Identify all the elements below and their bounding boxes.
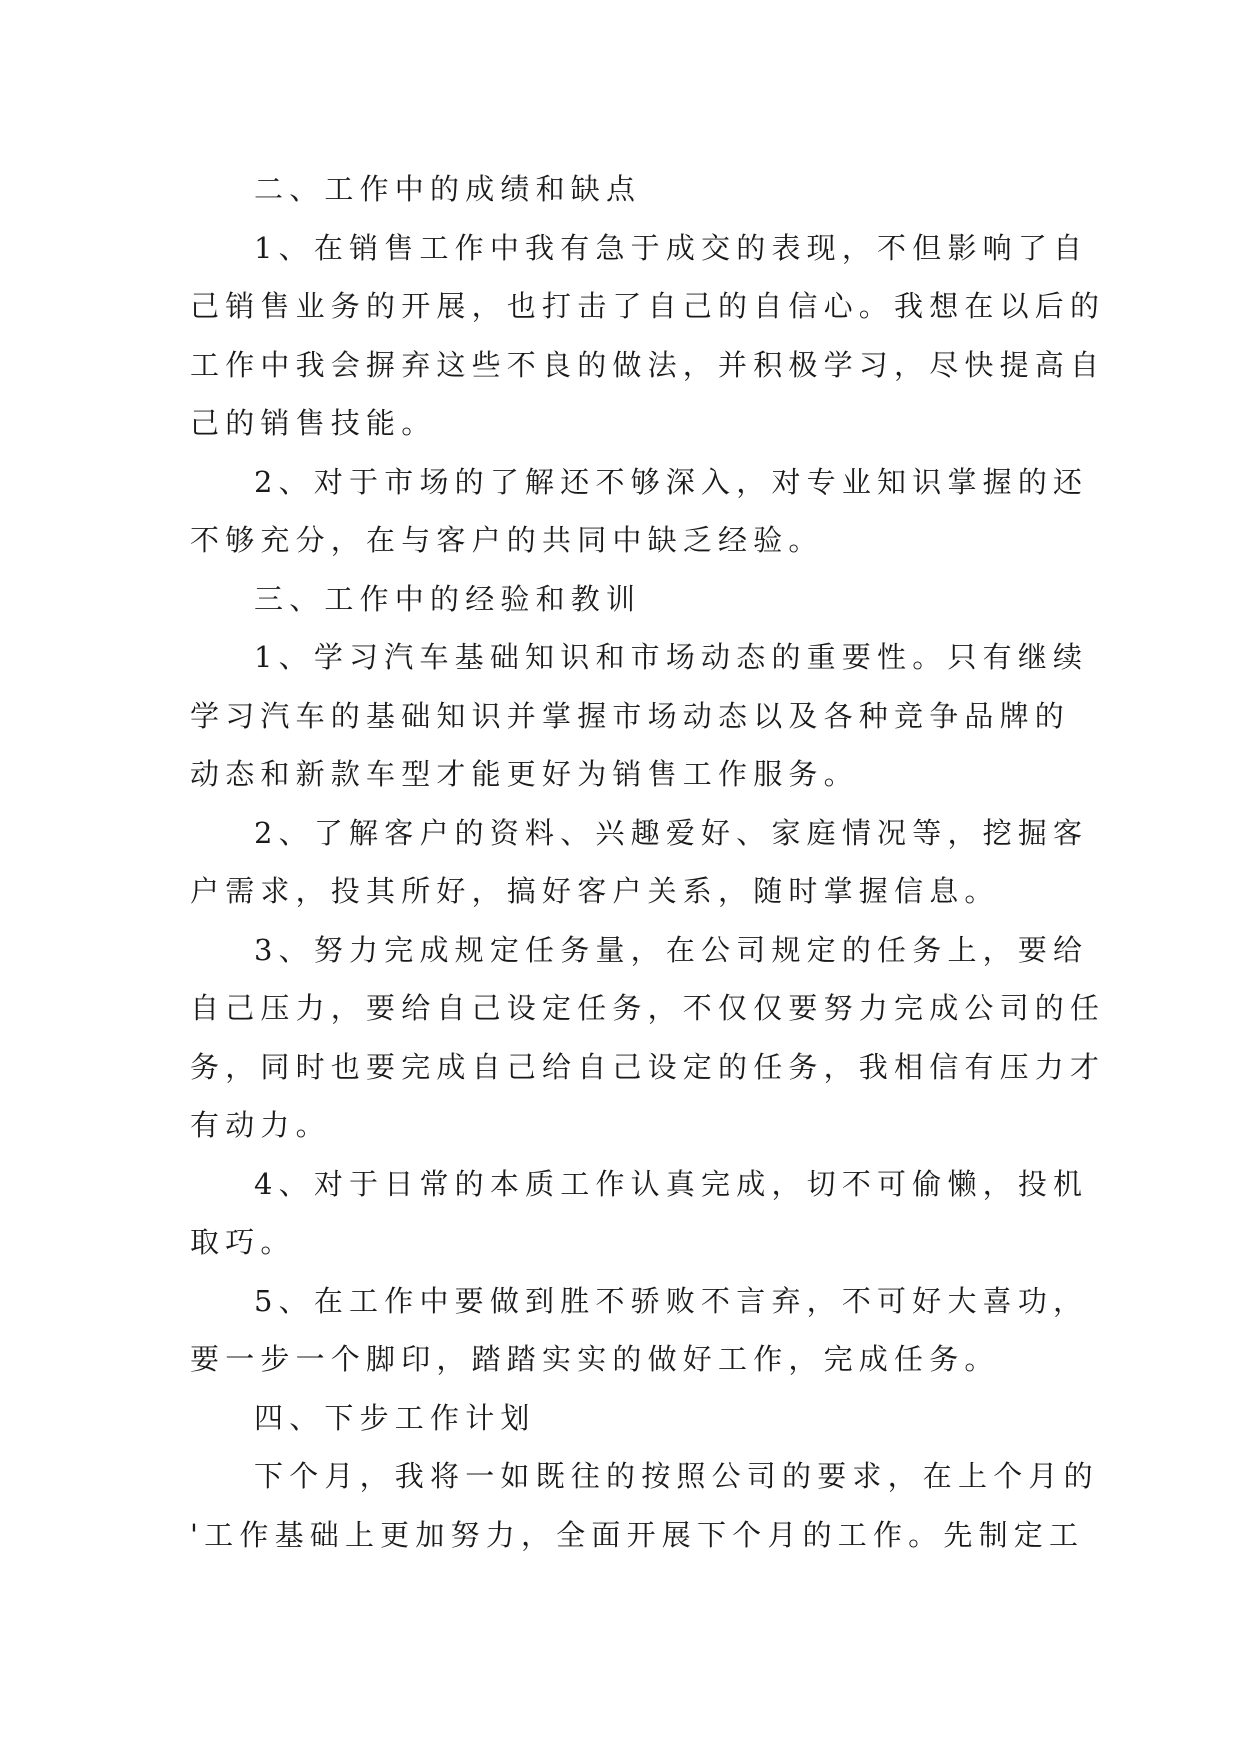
text-line: 工作中我会摒弃这些不良的做法，并积极学习，尽快提高自 <box>190 347 1106 382</box>
text-line: 不够充分，在与客户的共同中缺乏经验。 <box>190 523 824 557</box>
text-line: 户需求，投其所好，搞好客户关系，随时掌握信息。 <box>190 874 1000 908</box>
text-line: 己的销售技能。 <box>190 406 437 440</box>
text-line: '工作基础上更加努力，全面开展下个月的工作。先制定工 <box>190 1517 1085 1552</box>
text-line: 1、学习汽车基础知识和市场动态的重要性。只有继续 <box>254 640 1089 674</box>
text-line: 三、工作中的经验和教训 <box>254 581 642 616</box>
text-line: 动态和新款车型才能更好为销售工作服务。 <box>190 757 859 791</box>
text-line: 要一步一个脚印，踏踏实实的做好工作，完成任务。 <box>190 1342 1000 1376</box>
text-line: 己销售业务的开展，也打击了自己的自信心。我想在以后的 <box>190 289 1106 323</box>
text-line: 2、对于市场的了解还不够深入，对专业知识掌握的还 <box>254 464 1089 499</box>
text-line: 下个月，我将一如既往的按照公司的要求，在上个月的 <box>254 1459 1099 1493</box>
text-line: 四、下步工作计划 <box>254 1400 536 1435</box>
text-line: 3、努力完成规定任务量，在公司规定的任务上，要给 <box>254 932 1089 967</box>
text-line: 有动力。 <box>190 1108 331 1142</box>
text-line: 取巧。 <box>190 1225 296 1259</box>
text-line: 自己压力，要给自己设定任务，不仅仅要努力完成公司的任 <box>190 991 1106 1025</box>
text-line: 务，同时也要完成自己给自己设定的任务，我相信有压力才 <box>190 1049 1106 1084</box>
text-line: 学习汽车的基础知识并掌握市场动态以及各种竞争品牌的 <box>190 698 1071 733</box>
document-body <box>190 160 1106 1564</box>
text-line: 2、了解客户的资料、兴趣爱好、家庭情况等，挖掘客 <box>254 815 1089 850</box>
text-line: 二、工作中的成绩和缺点 <box>254 172 642 206</box>
text-line: 5、在工作中要做到胜不骄败不言弃，不可好大喜功， <box>254 1283 1089 1318</box>
text-line: 1、在销售工作中我有急于成交的表现，不但影响了自 <box>254 230 1089 265</box>
text-line: 4、对于日常的本质工作认真完成，切不可偷懒，投机 <box>254 1166 1089 1201</box>
